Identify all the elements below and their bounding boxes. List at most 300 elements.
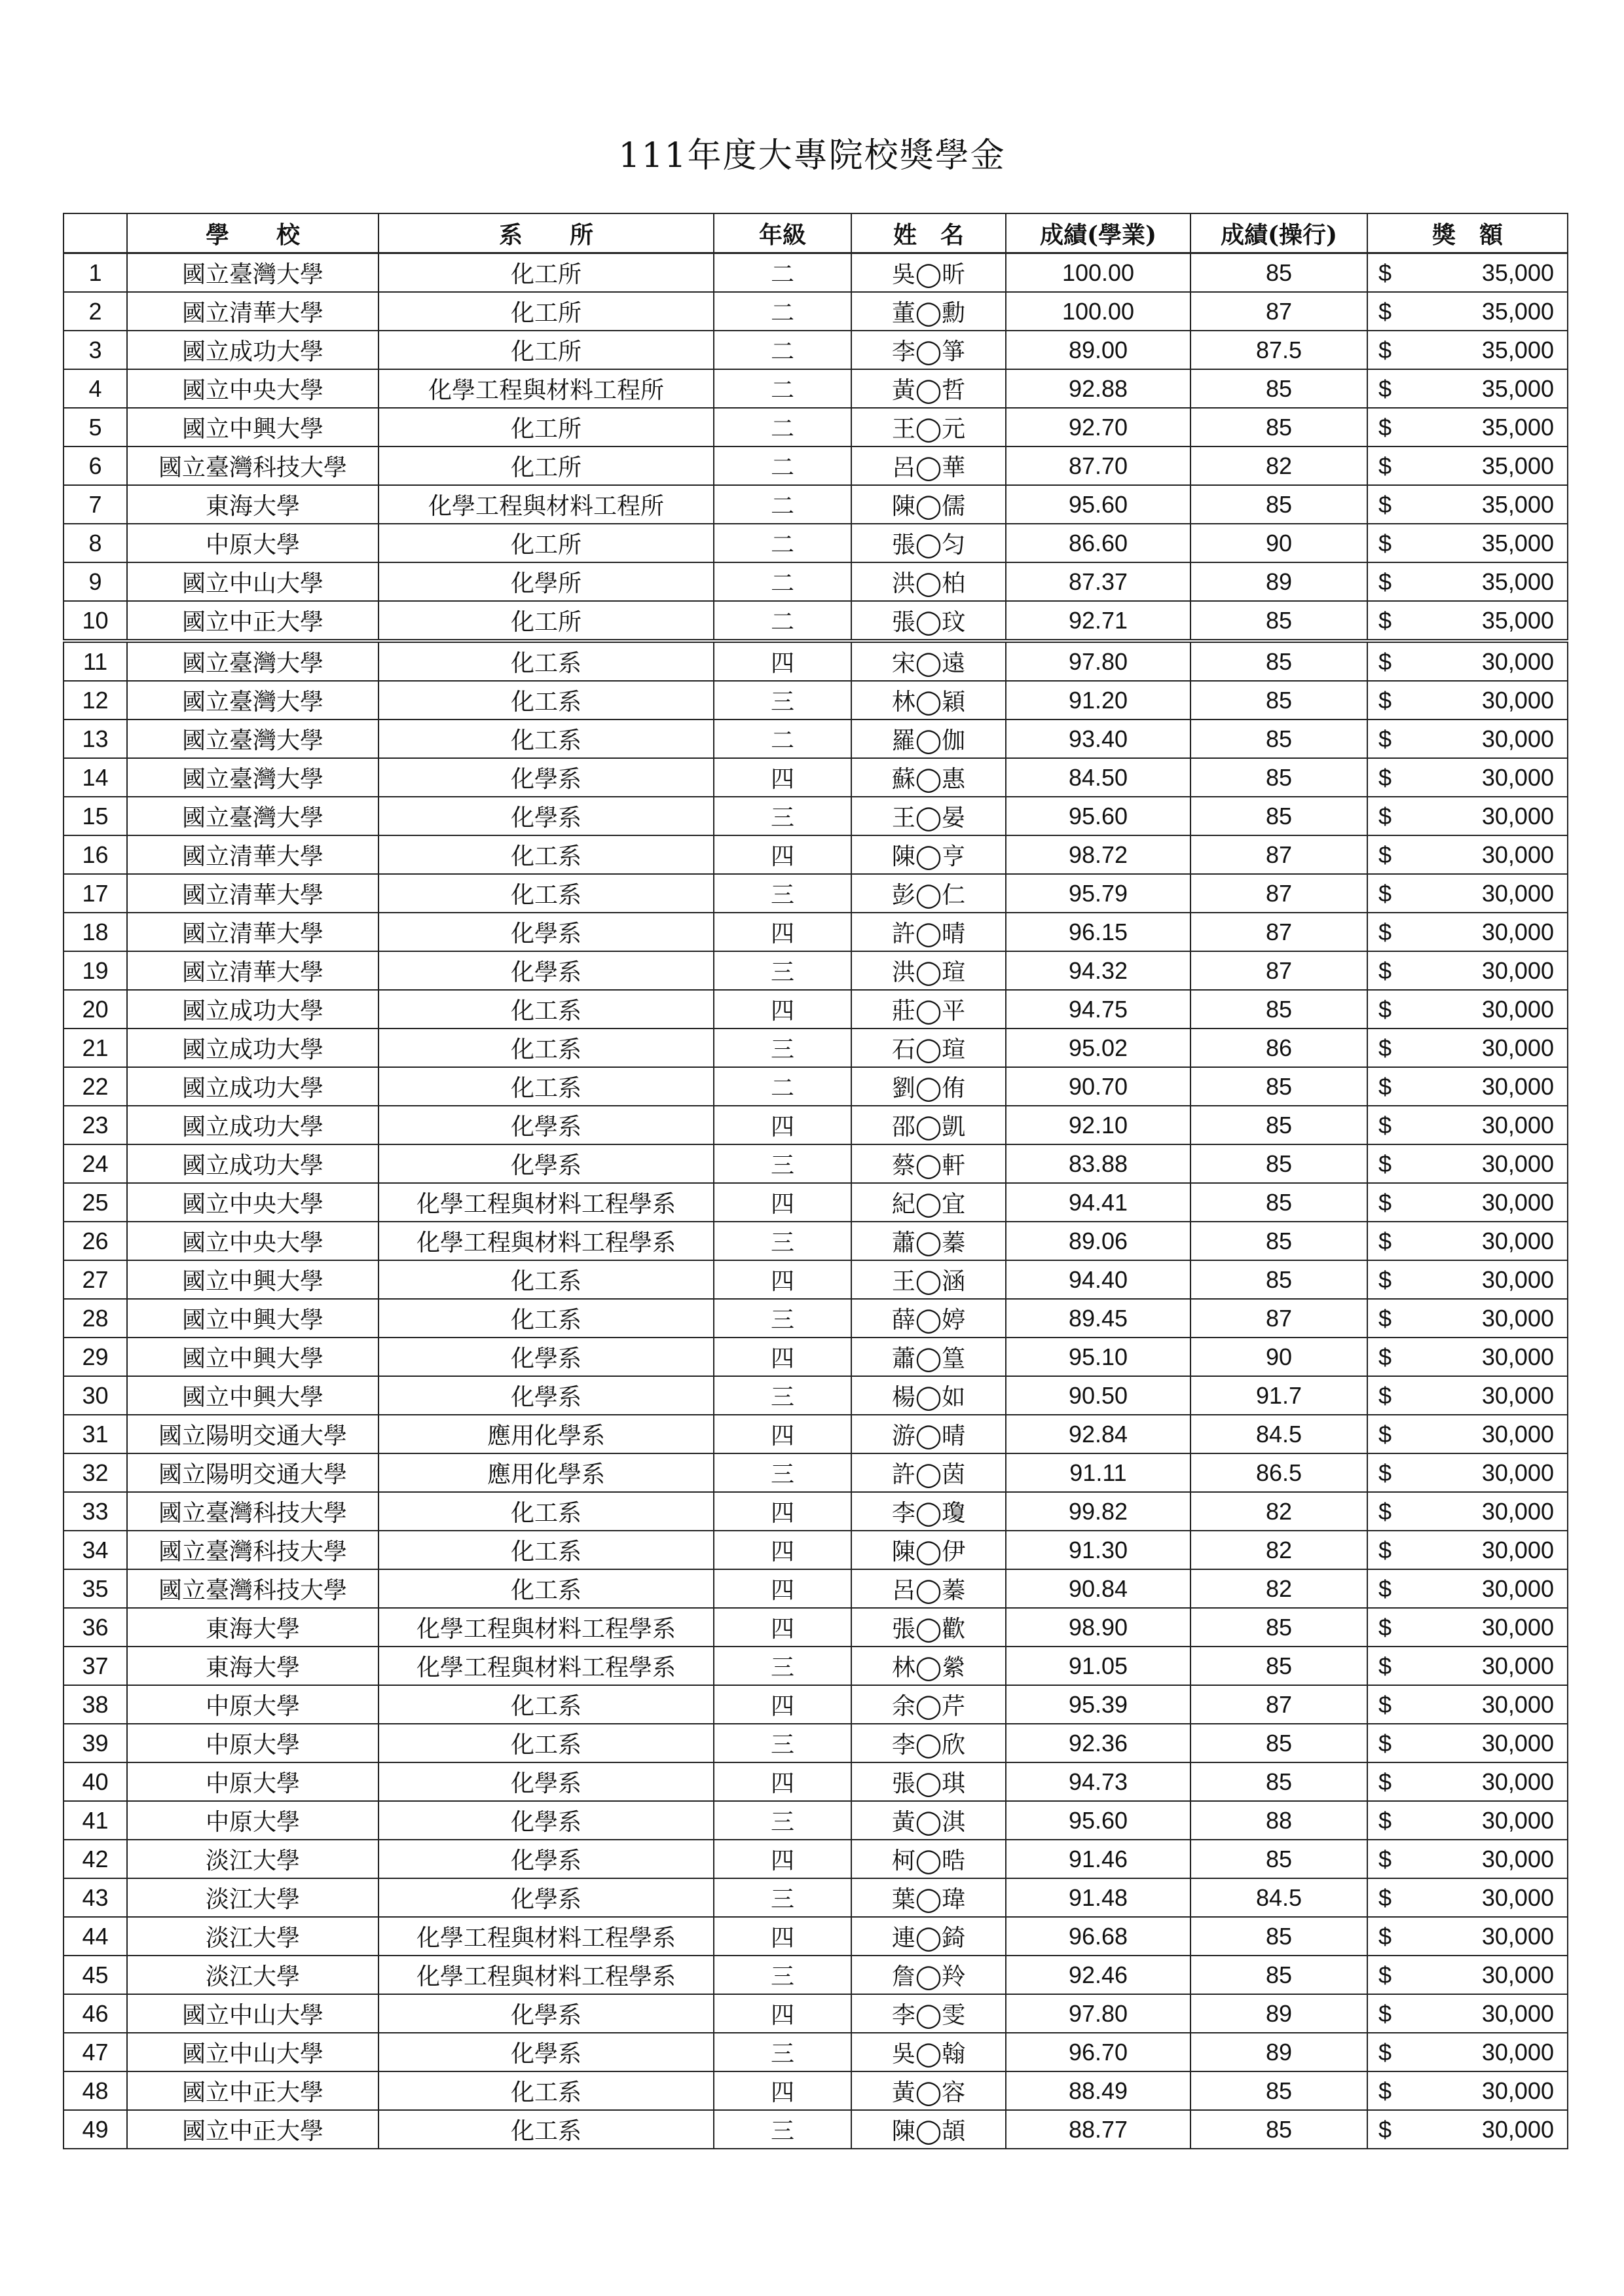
award-amount: 30,000	[1481, 2077, 1554, 2104]
row-school: 中原大學	[127, 1724, 378, 1762]
row-school: 國立臺灣科技大學	[127, 446, 378, 485]
row-department: 化學系	[378, 797, 714, 835]
row-conduct-score: 85	[1190, 758, 1367, 797]
row-number: 43	[64, 1878, 127, 1917]
row-conduct-score: 86.5	[1190, 1453, 1367, 1492]
row-conduct-score: 85	[1190, 2071, 1367, 2110]
currency-symbol: $	[1378, 1343, 1392, 1370]
row-academic-score: 91.30	[1006, 1531, 1190, 1569]
table-row	[64, 1608, 1568, 1647]
row-school: 國立中央大學	[127, 1183, 378, 1222]
row-school: 國立清華大學	[127, 913, 378, 951]
row-department: 化學系	[378, 1878, 714, 1917]
row-grade: 二	[714, 485, 851, 524]
row-grade: 二	[714, 1067, 851, 1106]
row-school: 國立清華大學	[127, 835, 378, 874]
row-grade: 四	[714, 1531, 851, 1569]
award-amount: 30,000	[1481, 918, 1554, 945]
row-student-name: 黃◯淇	[851, 1801, 1006, 1840]
row-academic-score: 91.11	[1006, 1453, 1190, 1492]
row-award	[1367, 1299, 1568, 1338]
row-number: 40	[64, 1762, 127, 1801]
row-grade: 三	[714, 1647, 851, 1685]
row-grade: 二	[714, 524, 851, 562]
row-conduct-score: 85	[1190, 1762, 1367, 1801]
row-award	[1367, 720, 1568, 758]
row-number: 1	[64, 253, 127, 293]
row-number: 4	[64, 369, 127, 408]
row-academic-score: 98.90	[1006, 1608, 1190, 1647]
row-student-name: 王◯元	[851, 408, 1006, 446]
header-conduct-score: 成績(操行)	[1190, 213, 1367, 253]
row-student-name: 王◯晏	[851, 797, 1006, 835]
row-award	[1367, 408, 1568, 446]
row-number: 25	[64, 1183, 127, 1222]
row-conduct-score: 87	[1190, 1685, 1367, 1724]
row-student-name: 羅◯伽	[851, 720, 1006, 758]
row-student-name: 陳◯儒	[851, 485, 1006, 524]
currency-symbol: $	[1378, 1575, 1392, 1602]
currency-symbol: $	[1378, 1304, 1392, 1332]
table-row	[64, 1878, 1568, 1917]
row-number: 10	[64, 601, 127, 641]
row-number: 34	[64, 1531, 127, 1569]
row-school: 國立中興大學	[127, 408, 378, 446]
row-grade: 三	[714, 1299, 851, 1338]
row-number: 46	[64, 1994, 127, 2033]
row-award	[1367, 1647, 1568, 1685]
row-award	[1367, 369, 1568, 408]
row-conduct-score: 90	[1190, 524, 1367, 562]
row-academic-score: 100.00	[1006, 253, 1190, 293]
row-school: 國立臺灣大學	[127, 720, 378, 758]
row-conduct-score: 89	[1190, 562, 1367, 601]
row-student-name: 余◯芹	[851, 1685, 1006, 1724]
row-student-name: 宋◯遠	[851, 641, 1006, 681]
award-amount: 30,000	[1481, 1729, 1554, 1757]
table-row	[64, 1029, 1568, 1067]
row-grade: 四	[714, 1685, 851, 1724]
row-department: 化工系	[378, 641, 714, 681]
row-number: 22	[64, 1067, 127, 1106]
row-conduct-score: 85	[1190, 990, 1367, 1029]
row-department: 化工系	[378, 1531, 714, 1569]
row-conduct-score: 85	[1190, 601, 1367, 641]
currency-symbol: $	[1378, 2115, 1392, 2143]
row-academic-score: 91.46	[1006, 1840, 1190, 1878]
row-student-name: 柯◯晧	[851, 1840, 1006, 1878]
table-row	[64, 2110, 1568, 2149]
row-award	[1367, 1106, 1568, 1144]
row-number: 12	[64, 681, 127, 720]
row-student-name: 彭◯仁	[851, 874, 1006, 913]
row-number: 21	[64, 1029, 127, 1067]
award-amount: 30,000	[1481, 1034, 1554, 1061]
row-grade: 三	[714, 951, 851, 990]
row-grade: 三	[714, 1029, 851, 1067]
row-award	[1367, 797, 1568, 835]
currency-symbol: $	[1378, 1150, 1392, 1177]
row-grade: 二	[714, 720, 851, 758]
row-department: 化工系	[378, 2071, 714, 2110]
table-row	[64, 1840, 1568, 1878]
row-school: 國立中興大學	[127, 1376, 378, 1415]
award-amount: 35,000	[1481, 529, 1554, 556]
row-school: 中原大學	[127, 1685, 378, 1724]
row-academic-score: 94.40	[1006, 1260, 1190, 1299]
table-row	[64, 1338, 1568, 1376]
award-amount: 35,000	[1481, 490, 1554, 518]
table-row	[64, 1299, 1568, 1338]
row-grade: 四	[714, 1762, 851, 1801]
row-department: 應用化學系	[378, 1453, 714, 1492]
row-conduct-score: 85	[1190, 1183, 1367, 1222]
row-number: 7	[64, 485, 127, 524]
row-student-name: 吳◯翰	[851, 2033, 1006, 2071]
row-school: 中原大學	[127, 524, 378, 562]
row-department: 化工系	[378, 2110, 714, 2149]
row-academic-score: 95.60	[1006, 485, 1190, 524]
award-amount: 30,000	[1481, 1188, 1554, 1216]
row-grade: 二	[714, 369, 851, 408]
row-school: 國立臺灣大學	[127, 641, 378, 681]
row-department: 化工所	[378, 253, 714, 293]
row-academic-score: 91.48	[1006, 1878, 1190, 1917]
row-conduct-score: 87	[1190, 913, 1367, 951]
row-award	[1367, 292, 1568, 331]
table-row	[64, 835, 1568, 874]
row-grade: 四	[714, 1415, 851, 1453]
row-academic-score: 86.60	[1006, 524, 1190, 562]
row-school: 國立清華大學	[127, 951, 378, 990]
currency-symbol: $	[1378, 529, 1392, 556]
row-department: 化工系	[378, 1067, 714, 1106]
row-student-name: 陳◯亨	[851, 835, 1006, 874]
currency-symbol: $	[1378, 918, 1392, 945]
row-academic-score: 95.79	[1006, 874, 1190, 913]
row-number: 38	[64, 1685, 127, 1724]
table-row	[64, 1531, 1568, 1569]
row-grade: 三	[714, 2110, 851, 2149]
row-department: 化工系	[378, 990, 714, 1029]
row-academic-score: 95.02	[1006, 1029, 1190, 1067]
row-award	[1367, 1531, 1568, 1569]
row-school: 國立中正大學	[127, 2110, 378, 2149]
award-amount: 30,000	[1481, 1459, 1554, 1486]
row-department: 應用化學系	[378, 1415, 714, 1453]
row-conduct-score: 82	[1190, 1492, 1367, 1531]
row-department: 化學工程與材料工程學系	[378, 1917, 714, 1956]
row-student-name: 呂◯華	[851, 446, 1006, 485]
table-body	[64, 253, 1568, 2149]
row-student-name: 董◯勳	[851, 292, 1006, 331]
award-amount: 30,000	[1481, 1922, 1554, 1950]
row-academic-score: 96.15	[1006, 913, 1190, 951]
currency-symbol: $	[1378, 1652, 1392, 1679]
row-award	[1367, 1029, 1568, 1067]
row-academic-score: 94.75	[1006, 990, 1190, 1029]
row-award	[1367, 1453, 1568, 1492]
row-academic-score: 83.88	[1006, 1144, 1190, 1183]
row-conduct-score: 87.5	[1190, 331, 1367, 369]
award-amount: 30,000	[1481, 1150, 1554, 1177]
row-department: 化工系	[378, 874, 714, 913]
row-student-name: 許◯茵	[851, 1453, 1006, 1492]
row-grade: 三	[714, 1376, 851, 1415]
row-grade: 四	[714, 2071, 851, 2110]
currency-symbol: $	[1378, 452, 1392, 479]
header-department: 系 所	[378, 213, 714, 253]
award-amount: 35,000	[1481, 374, 1554, 402]
row-academic-score: 92.46	[1006, 1956, 1190, 1994]
row-conduct-score: 84.5	[1190, 1415, 1367, 1453]
currency-symbol: $	[1378, 1266, 1392, 1293]
row-school: 國立臺灣大學	[127, 758, 378, 797]
row-student-name: 蕭◯篁	[851, 1338, 1006, 1376]
row-school: 國立成功大學	[127, 990, 378, 1029]
award-amount: 30,000	[1481, 1072, 1554, 1100]
row-academic-score: 99.82	[1006, 1492, 1190, 1531]
row-conduct-score: 85	[1190, 2110, 1367, 2149]
row-student-name: 黃◯哲	[851, 369, 1006, 408]
award-amount: 30,000	[1481, 1845, 1554, 1872]
row-grade: 三	[714, 1222, 851, 1260]
row-award	[1367, 1801, 1568, 1840]
row-department: 化工系	[378, 1029, 714, 1067]
row-award	[1367, 681, 1568, 720]
row-school: 國立清華大學	[127, 292, 378, 331]
table-header-row	[64, 213, 1568, 253]
table-row	[64, 408, 1568, 446]
row-award	[1367, 1338, 1568, 1376]
table-row	[64, 1260, 1568, 1299]
row-grade: 四	[714, 1994, 851, 2033]
award-amount: 30,000	[1481, 1768, 1554, 1795]
row-award	[1367, 524, 1568, 562]
row-award	[1367, 1762, 1568, 1801]
row-number: 44	[64, 1917, 127, 1956]
award-amount: 30,000	[1481, 1343, 1554, 1370]
table-row	[64, 681, 1568, 720]
row-school: 國立中央大學	[127, 369, 378, 408]
row-number: 19	[64, 951, 127, 990]
row-student-name: 陳◯伊	[851, 1531, 1006, 1569]
row-department: 化工系	[378, 1685, 714, 1724]
row-grade: 四	[714, 1608, 851, 1647]
table-row	[64, 913, 1568, 951]
award-amount: 30,000	[1481, 1304, 1554, 1332]
row-conduct-score: 85	[1190, 1608, 1367, 1647]
table-row	[64, 1144, 1568, 1183]
currency-symbol: $	[1378, 879, 1392, 907]
currency-symbol: $	[1378, 1690, 1392, 1718]
row-number: 3	[64, 331, 127, 369]
row-school: 國立臺灣科技大學	[127, 1569, 378, 1608]
row-number: 20	[64, 990, 127, 1029]
row-department: 化學所	[378, 562, 714, 601]
row-school: 淡江大學	[127, 1917, 378, 1956]
award-amount: 30,000	[1481, 2038, 1554, 2066]
table-row	[64, 874, 1568, 913]
row-conduct-score: 91.7	[1190, 1376, 1367, 1415]
table-row	[64, 1376, 1568, 1415]
page-title: 111年度大專院校獎學金	[618, 136, 1006, 175]
row-school: 中原大學	[127, 1801, 378, 1840]
row-student-name: 連◯錡	[851, 1917, 1006, 1956]
row-conduct-score: 85	[1190, 1917, 1367, 1956]
row-department: 化學工程與材料工程所	[378, 369, 714, 408]
row-school: 國立中興大學	[127, 1260, 378, 1299]
row-grade: 二	[714, 446, 851, 485]
award-amount: 35,000	[1481, 297, 1554, 325]
row-academic-score: 89.06	[1006, 1222, 1190, 1260]
currency-symbol: $	[1378, 763, 1392, 791]
currency-symbol: $	[1378, 568, 1392, 595]
row-department: 化學系	[378, 1994, 714, 2033]
currency-symbol: $	[1378, 2038, 1392, 2066]
row-number: 48	[64, 2071, 127, 2110]
row-conduct-score: 85	[1190, 1956, 1367, 1994]
row-school: 東海大學	[127, 1647, 378, 1685]
row-grade: 三	[714, 2033, 851, 2071]
row-grade: 四	[714, 1492, 851, 1531]
award-amount: 30,000	[1481, 1806, 1554, 1834]
table-row	[64, 524, 1568, 562]
award-amount: 30,000	[1481, 1961, 1554, 1988]
currency-symbol: $	[1378, 413, 1392, 441]
row-award	[1367, 1840, 1568, 1878]
currency-symbol: $	[1378, 1961, 1392, 1988]
row-conduct-score: 87	[1190, 1299, 1367, 1338]
row-academic-score: 92.88	[1006, 369, 1190, 408]
row-department: 化學系	[378, 2033, 714, 2071]
table-row	[64, 1415, 1568, 1453]
row-department: 化工所	[378, 331, 714, 369]
currency-symbol: $	[1378, 1999, 1392, 2027]
row-number: 2	[64, 292, 127, 331]
row-award	[1367, 1878, 1568, 1917]
row-academic-score: 90.70	[1006, 1067, 1190, 1106]
row-academic-score: 88.77	[1006, 2110, 1190, 2149]
row-grade: 二	[714, 408, 851, 446]
row-department: 化工系	[378, 1492, 714, 1531]
currency-symbol: $	[1378, 841, 1392, 868]
row-conduct-score: 82	[1190, 446, 1367, 485]
row-department: 化學工程與材料工程學系	[378, 1608, 714, 1647]
row-school: 國立成功大學	[127, 1144, 378, 1183]
row-school: 淡江大學	[127, 1878, 378, 1917]
row-award	[1367, 1144, 1568, 1183]
row-number: 18	[64, 913, 127, 951]
row-department: 化學工程與材料工程學系	[378, 1956, 714, 1994]
row-department: 化學系	[378, 1338, 714, 1376]
award-amount: 30,000	[1481, 1497, 1554, 1525]
row-number: 41	[64, 1801, 127, 1840]
award-amount: 30,000	[1481, 1111, 1554, 1139]
currency-symbol: $	[1378, 725, 1392, 752]
row-department: 化工所	[378, 524, 714, 562]
currency-symbol: $	[1378, 1034, 1392, 1061]
row-student-name: 李◯欣	[851, 1724, 1006, 1762]
currency-symbol: $	[1378, 297, 1392, 325]
row-award	[1367, 1685, 1568, 1724]
currency-symbol: $	[1378, 1768, 1392, 1795]
row-number: 24	[64, 1144, 127, 1183]
row-award	[1367, 1724, 1568, 1762]
row-school: 國立中興大學	[127, 1299, 378, 1338]
row-grade: 三	[714, 1878, 851, 1917]
row-academic-score: 95.60	[1006, 797, 1190, 835]
row-grade: 四	[714, 1569, 851, 1608]
row-academic-score: 100.00	[1006, 292, 1190, 331]
row-conduct-score: 85	[1190, 681, 1367, 720]
row-student-name: 蕭◯蓁	[851, 1222, 1006, 1260]
currency-symbol: $	[1378, 1845, 1392, 1872]
row-department: 化學系	[378, 1106, 714, 1144]
row-department: 化學系	[378, 951, 714, 990]
row-grade: 四	[714, 1917, 851, 1956]
row-grade: 二	[714, 601, 851, 641]
award-amount: 30,000	[1481, 763, 1554, 791]
row-academic-score: 91.20	[1006, 681, 1190, 720]
award-amount: 35,000	[1481, 452, 1554, 479]
row-school: 國立中山大學	[127, 1994, 378, 2033]
award-amount: 30,000	[1481, 1884, 1554, 1911]
award-amount: 35,000	[1481, 606, 1554, 634]
row-grade: 三	[714, 1144, 851, 1183]
row-number: 33	[64, 1492, 127, 1531]
table-row	[64, 601, 1568, 641]
row-grade: 三	[714, 1724, 851, 1762]
row-conduct-score: 85	[1190, 253, 1367, 293]
header-index	[64, 213, 127, 253]
table-row	[64, 1106, 1568, 1144]
row-school: 中原大學	[127, 1762, 378, 1801]
row-number: 28	[64, 1299, 127, 1338]
row-academic-score: 89.00	[1006, 331, 1190, 369]
row-student-name: 莊◯平	[851, 990, 1006, 1029]
row-academic-score: 87.37	[1006, 562, 1190, 601]
row-student-name: 張◯琪	[851, 1762, 1006, 1801]
table-row	[64, 446, 1568, 485]
currency-symbol: $	[1378, 1497, 1392, 1525]
row-conduct-score: 85	[1190, 1106, 1367, 1144]
table-row	[64, 485, 1568, 524]
row-student-name: 洪◯瑄	[851, 951, 1006, 990]
row-grade: 二	[714, 331, 851, 369]
row-academic-score: 94.73	[1006, 1762, 1190, 1801]
row-award	[1367, 874, 1568, 913]
row-academic-score: 90.50	[1006, 1376, 1190, 1415]
row-school: 淡江大學	[127, 1956, 378, 1994]
row-award	[1367, 1183, 1568, 1222]
row-school: 國立陽明交通大學	[127, 1415, 378, 1453]
row-number: 26	[64, 1222, 127, 1260]
row-number: 11	[64, 641, 127, 681]
row-department: 化學系	[378, 1840, 714, 1878]
row-student-name: 薛◯婷	[851, 1299, 1006, 1338]
currency-symbol: $	[1378, 802, 1392, 829]
row-department: 化學工程與材料工程學系	[378, 1647, 714, 1685]
row-grade: 三	[714, 874, 851, 913]
row-conduct-score: 82	[1190, 1569, 1367, 1608]
row-academic-score: 96.70	[1006, 2033, 1190, 2071]
currency-symbol: $	[1378, 1806, 1392, 1834]
table-row	[64, 1569, 1568, 1608]
row-student-name: 蘇◯惠	[851, 758, 1006, 797]
row-student-name: 林◯穎	[851, 681, 1006, 720]
scholarship-table	[63, 213, 1568, 2149]
